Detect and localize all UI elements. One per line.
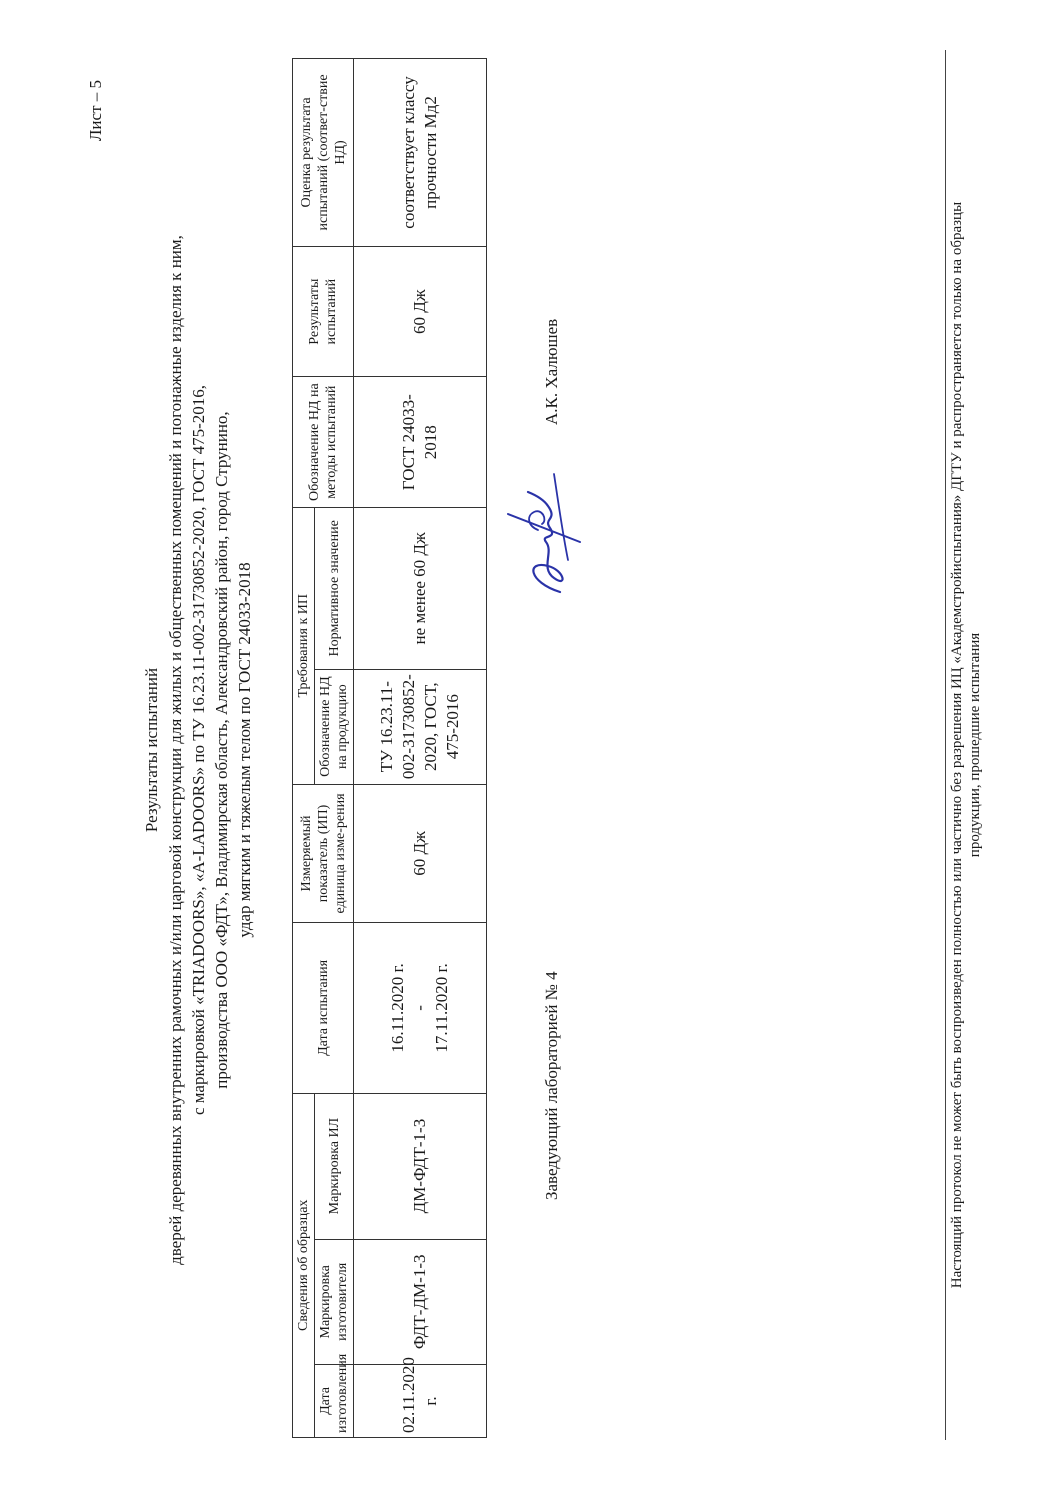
header-manufacturer-mark: Маркировка изготовителя — [315, 1239, 354, 1364]
cell-test-date — [354, 923, 487, 1093]
cell-norm-value: не менее 60 Дж — [354, 507, 487, 669]
header-requirements-group: Требования к ИП — [293, 507, 315, 784]
header-product-nd: Обозначение НД на продукцию — [315, 669, 354, 784]
header-manufacture-date: Дата изготовления — [315, 1364, 354, 1437]
lab-head-position: Заведующий лабораторией № 4 — [542, 971, 561, 1200]
header-assessment: Оценка результата испытаний (соответ-ствие НД) — [293, 59, 354, 247]
cell-manufacture-date: 02.11.2020 г. — [354, 1364, 487, 1437]
footer-divider — [945, 50, 946, 1440]
header-samples-group: Сведения об образцах — [293, 1093, 315, 1437]
document-title: Результаты испытаний — [142, 667, 161, 833]
title-line-1: дверей деревянных внутренних рамочных и/или царговой конструкции для жилых и общественных помещений и погонажные изделия к ним, — [166, 235, 185, 1265]
title-block — [140, 80, 256, 1420]
cell-indicator: 60 Дж — [354, 784, 487, 923]
header-results: Результаты испытаний — [293, 246, 354, 376]
test-date-from: 16.11.2020 г. — [388, 963, 407, 1053]
header-test-date: Дата испытания — [293, 923, 354, 1093]
header-norm-value: Нормативное значение — [315, 507, 354, 669]
test-date-separator: - — [410, 1005, 429, 1011]
table-row — [354, 59, 487, 1438]
lab-head-name: А.К. Халюшев — [542, 318, 561, 425]
cell-manufacturer-mark: ФДТ-ДМ-1-3 — [354, 1239, 487, 1364]
signature-image — [498, 470, 593, 600]
title-line-4: удар мягким и тяжелым телом по ГОСТ 24033-2018 — [235, 562, 254, 938]
header-lab-mark: Маркировка ИЛ — [315, 1093, 354, 1239]
footer-line-1: Настоящий протокол не может быть воспроизведен полностью или частично без разрешения ИЦ «Академстройиспытания» ДГТУ и распространяется только на образцы — [949, 201, 965, 1289]
header-row-groups — [293, 59, 315, 1438]
footer-note — [948, 50, 984, 1440]
cell-lab-mark: ДМ-ФДТ-1-3 — [354, 1093, 487, 1239]
results-table — [292, 58, 487, 1438]
cell-assessment: соответствует классу прочности Мд2 — [354, 59, 487, 247]
footer-line-2: продукции, прошедшие испытания — [967, 632, 983, 858]
title-line-3: производства ООО «ФДТ», Владимирская область, Александровский район, город Струнино, — [212, 411, 231, 1089]
sheet-number: Лист – 5 — [86, 80, 105, 142]
test-date-to: 17.11.2020 г. — [432, 963, 451, 1053]
cell-result: 60 Дж — [354, 246, 487, 376]
cell-method-nd: ГОСТ 24033-2018 — [354, 377, 487, 507]
cell-product-nd: ТУ 16.23.11-002-31730852-2020, ГОСТ, 475-2016 — [354, 669, 487, 784]
title-line-2: с маркировкой «TRIADOORS», «A-LADOORS» по ТУ 16.23.11-002-31730852-2020, ГОСТ 475-2016, — [189, 385, 208, 1116]
header-indicator: Измеряемый показатель (ИП) единица изме-рения — [293, 784, 354, 923]
header-method-nd: Обозначение НД на методы испытаний — [293, 377, 354, 507]
